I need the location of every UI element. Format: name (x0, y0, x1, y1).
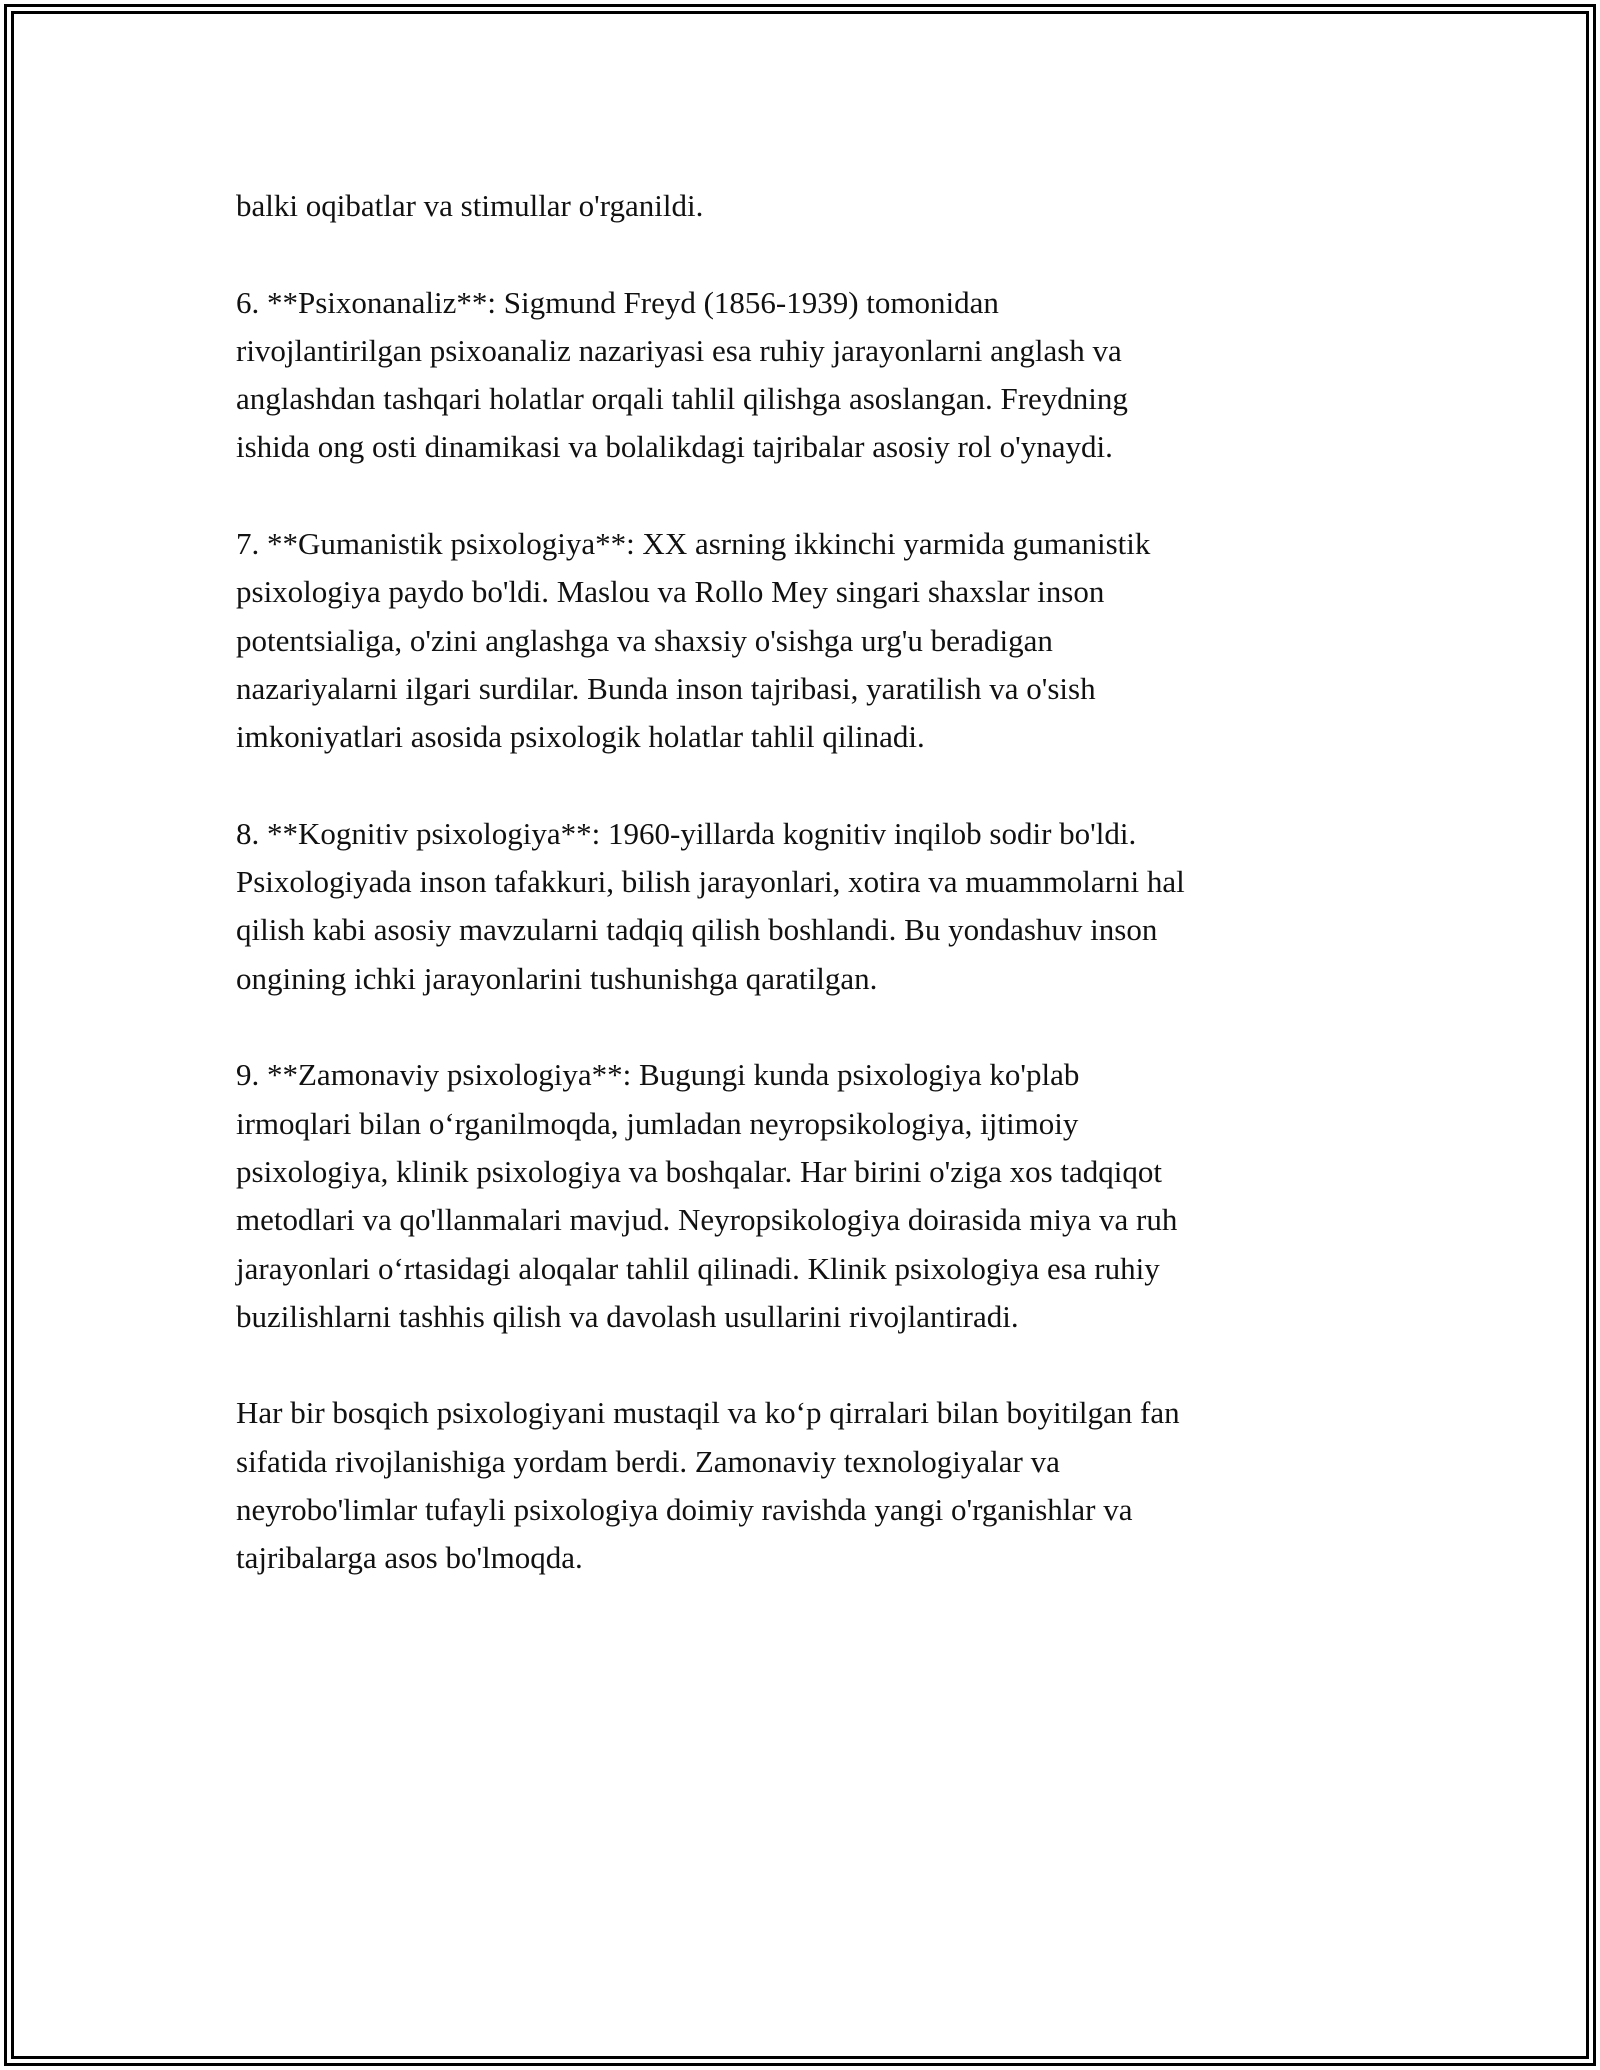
text-line: tajribalarga asos bo'lmoqda. (236, 1540, 583, 1576)
paragraph-conclusion (236, 1389, 1386, 1582)
text-line: Har bir bosqich psixologiyani mustaqil va ko‘p qirralari bilan boyitilgan fan (236, 1395, 1180, 1431)
text-line: irmoqlari bilan o‘rganilmoqda, jumladan neyropsikologiya, ijtimoiy (236, 1105, 1079, 1141)
text-line: psixologiya, klinik psixologiya va boshqalar. Har birini o'ziga xos tadqiqot (236, 1153, 1162, 1189)
text-line: 9. **Zamonaviy psixologiya**: Bugungi kunda psixologiya ko'plab (236, 1057, 1080, 1093)
text-line: potentsialiga, o'zini anglashga va shaxsiy o'sishga urg'u beradigan (236, 622, 1053, 658)
text-line: ishida ong osti dinamikasi va bolalikdagi tajribalar asosiy rol o'ynaydi. (236, 429, 1113, 465)
text-line: neyrobo'limlar tufayli psixologiya doimiy ravishda yangi o'rganishlar va (236, 1492, 1133, 1528)
paragraph-psixoanaliz (236, 279, 1386, 472)
text-line: imkoniyatlari asosida psixologik holatlar tahlil qilinadi. (236, 719, 925, 755)
paragraph-gumanistik (236, 520, 1386, 761)
paragraph-kognitiv (236, 810, 1386, 1003)
text-line: qilish kabi asosiy mavzularni tadqiq qilish boshlandi. Bu yondashuv inson (236, 912, 1158, 948)
text-line: psixologiya paydo bo'ldi. Maslou va Rollo Mey singari shaxslar inson (236, 574, 1105, 610)
document-body (236, 182, 1386, 1631)
text-line: buzilishlarni tashhis qilish va davolash usullarini rivojlantiradi. (236, 1298, 1019, 1334)
text-line: 6. **Psixonanaliz**: Sigmund Freyd (1856-1939) tomonidan (236, 284, 999, 320)
text-line: anglashdan tashqari holatlar orqali tahlil qilishga asoslangan. Freydning (236, 381, 1128, 417)
text-line: metodlari va qo'llanmalari mavjud. Neyropsikologiya doirasida miya va ruh (236, 1202, 1178, 1238)
text-line: balki oqibatlar va stimullar o'rganildi. (236, 188, 704, 223)
text-line: sifatida rivojlanishiga yordam berdi. Zamonaviy texnologiyalar va (236, 1443, 1060, 1479)
text-line: 7. **Gumanistik psixologiya**: XX asrning ikkinchi yarmida gumanistik (236, 526, 1151, 562)
text-line: 8. **Kognitiv psixologiya**: 1960-yillarda kognitiv inqilob sodir bo'ldi. (236, 815, 1137, 851)
text-line: ongining ichki jarayonlarini tushunishga qaratilgan. (236, 960, 878, 996)
paragraph-continuation (236, 182, 1386, 230)
text-line: jarayonlari o‘rtasidagi aloqalar tahlil qilinadi. Klinik psixologiya esa ruhiy (236, 1250, 1160, 1286)
text-line: Psixologiyada inson tafakkuri, bilish jarayonlari, xotira va muammolarni hal (236, 864, 1185, 900)
text-line: nazariyalarni ilgari surdilar. Bunda inson tajribasi, yaratilish va o'sish (236, 670, 1096, 706)
text-line: rivojlantirilgan psixoanaliz nazariyasi esa ruhiy jarayonlarni anglash va (236, 332, 1122, 368)
paragraph-zamonaviy (236, 1051, 1386, 1341)
